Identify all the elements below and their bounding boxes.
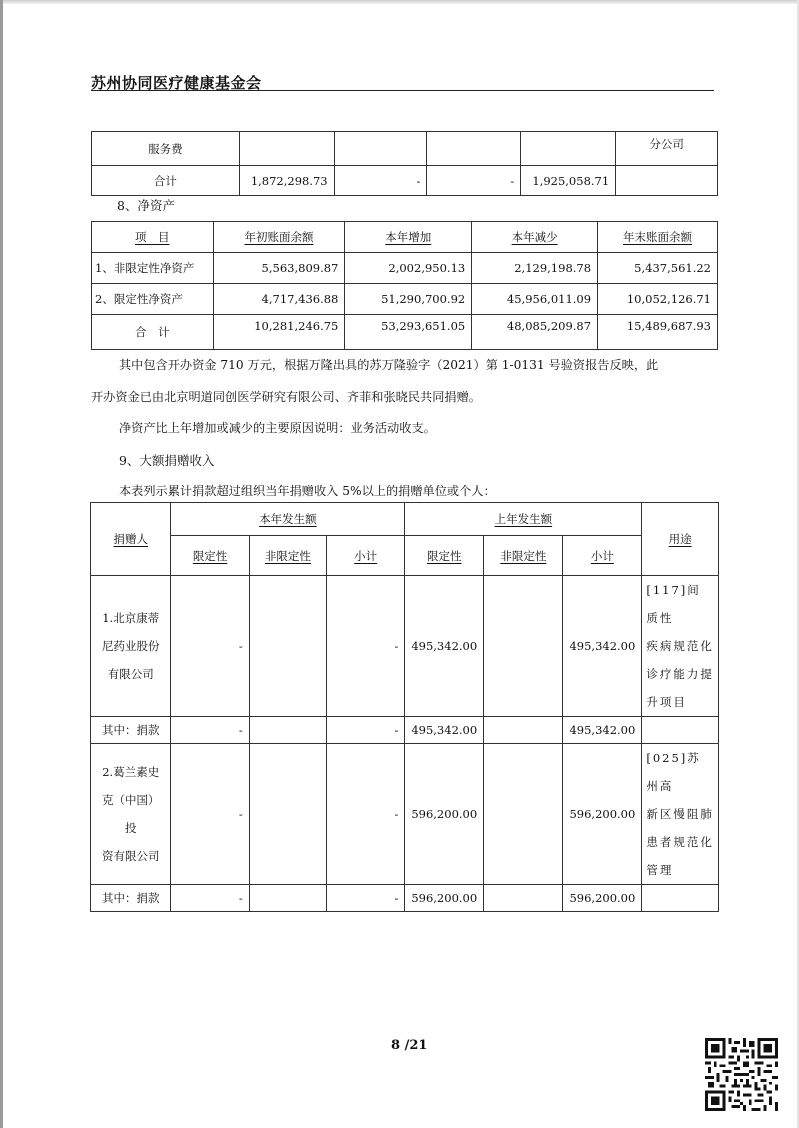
- table-cell-empty: [642, 717, 719, 744]
- page-frame-left: [0, 0, 3, 1128]
- table-cell: 2、限定性净资产: [92, 284, 214, 315]
- note-paragraph-line2: 开办资金已由北京明道同创医学研究有限公司、齐菲和张晓民共同捐赠。: [91, 390, 481, 404]
- table-cell: 1,872,298.73: [239, 166, 334, 196]
- table-header-row: [92, 222, 718, 253]
- table-cell: 5,437,561.22: [598, 253, 718, 284]
- table-cell: 596,200.00: [563, 744, 642, 885]
- table-cell: [334, 132, 427, 166]
- column-header-purpose: 用途: [668, 532, 692, 546]
- column-header-donor: 捐赠人: [113, 532, 148, 546]
- purpose-line: [025]苏州高: [646, 751, 701, 793]
- net-assets-table: [91, 221, 718, 350]
- column-subheader: 非限定性: [500, 548, 547, 563]
- header-rule: [91, 90, 714, 91]
- table-row-subtotal: [91, 717, 719, 744]
- table-cell: [239, 132, 334, 166]
- table-cell: 其中：捐款: [91, 885, 171, 912]
- table-cell: -: [171, 744, 249, 885]
- table-row: [92, 284, 718, 315]
- table-cell: -: [327, 885, 405, 912]
- table-cell: 合计: [92, 166, 240, 196]
- table-cell: 596,200.00: [405, 885, 484, 912]
- table-cell: 495,342.00: [405, 717, 484, 744]
- column-header: 年初账面余额: [244, 230, 314, 244]
- table-cell: [249, 576, 326, 717]
- purpose-line: 疾病规范化: [646, 639, 714, 653]
- donor-name-cell: [91, 576, 171, 717]
- table-cell: 15,489,687.93: [598, 315, 718, 350]
- table-row: [92, 166, 718, 196]
- table-cell: 596,200.00: [563, 885, 642, 912]
- column-header: 年末账面余额: [623, 230, 693, 244]
- column-subheader: 小计: [354, 548, 378, 563]
- table-cell: 分公司: [616, 132, 718, 166]
- table-subheader-row: [91, 536, 719, 576]
- table-cell: -: [171, 576, 249, 717]
- page-frame-top: [0, 0, 799, 4]
- table-cell: 服务费: [92, 132, 240, 166]
- page-number: 8 /21: [391, 1038, 428, 1053]
- donor-name-line: 1.北京康蒂: [102, 611, 160, 625]
- donor-name-line: 克（中国）投: [101, 793, 160, 835]
- table-cell: [484, 744, 563, 885]
- table-cell: 1、非限定性净资产: [92, 253, 214, 284]
- column-subheader: 小计: [590, 548, 614, 563]
- table-cell: [249, 717, 326, 744]
- purpose-line: 患者规范化: [646, 835, 714, 849]
- table-cell: [484, 717, 563, 744]
- column-header: 项 目: [135, 230, 170, 244]
- table-cell: 2,002,950.13: [345, 253, 472, 284]
- table-cell: -: [427, 166, 521, 196]
- table-cell: 其中：捐款: [91, 717, 171, 744]
- donor-name-line: 2.葛兰素史: [102, 765, 160, 779]
- table-cell: 495,342.00: [563, 576, 642, 717]
- table-cell: 596,200.00: [405, 744, 484, 885]
- column-subheader: 限定性: [192, 548, 228, 563]
- purpose-line: [117]间质性: [646, 583, 701, 625]
- purpose-cell: [642, 744, 719, 885]
- table-cell: [521, 132, 616, 166]
- column-header-current-year: 本年发生额: [259, 512, 317, 526]
- table-cell: [249, 744, 326, 885]
- purpose-cell: [642, 576, 719, 717]
- table-cell: -: [334, 166, 427, 196]
- table-cell: 5,563,809.87: [213, 253, 345, 284]
- table-cell: [484, 576, 563, 717]
- table-cell: 2,129,198.78: [472, 253, 598, 284]
- donor-name-line: 有限公司: [107, 667, 154, 681]
- column-header: 本年增加: [385, 230, 432, 244]
- table-row-donor: [91, 576, 719, 717]
- column-subheader: 限定性: [427, 548, 462, 563]
- table-header-row: [91, 503, 719, 536]
- table-cell: [616, 166, 718, 196]
- table-cell: [427, 132, 521, 166]
- table-cell: 53,293,651.05: [345, 315, 472, 350]
- service-fee-table: [91, 131, 718, 196]
- column-header: 本年减少: [511, 230, 558, 244]
- table-cell: -: [327, 717, 405, 744]
- table-cell: 51,290,700.92: [345, 284, 472, 315]
- table-cell: [484, 885, 563, 912]
- table-cell: 495,342.00: [563, 717, 642, 744]
- purpose-line: 新区慢阻肺: [646, 807, 714, 821]
- table-row: [92, 315, 718, 350]
- section9-intro: 本表列示累计捐款超过组织当年捐赠收入 5%以上的捐赠单位或个人：: [119, 484, 496, 498]
- table-cell: -: [171, 885, 249, 912]
- table-cell: 48,085,209.87: [472, 315, 598, 350]
- purpose-line: 管理: [646, 863, 674, 877]
- table-cell: -: [327, 744, 405, 885]
- table-cell: -: [171, 717, 249, 744]
- table-row-donor: [91, 744, 719, 885]
- note-paragraph-line1: 其中包含开办资金 710 万元，根据万隆出具的苏万隆验字（2021）第 1-0131 号验资报告反映，此: [119, 358, 659, 372]
- table-cell: 1,925,058.71: [521, 166, 616, 196]
- purpose-line: 诊疗能力提: [646, 667, 714, 681]
- header-title: 苏州协同医疗健康基金会: [91, 74, 262, 92]
- column-subheader: 非限定性: [264, 548, 311, 563]
- large-donations-table: [90, 502, 719, 912]
- table-row: [92, 253, 718, 284]
- qr-code-icon: [705, 1038, 778, 1111]
- donor-name-line: 资有限公司: [101, 849, 160, 863]
- table-cell: -: [327, 576, 405, 717]
- table-cell: 10,281,246.75: [213, 315, 345, 350]
- table-cell: 45,956,011.09: [472, 284, 598, 315]
- table-cell: [249, 885, 326, 912]
- table-cell: 合 计: [92, 315, 214, 350]
- section9-title: 9、大额捐赠收入: [119, 453, 215, 468]
- table-cell: 495,342.00: [405, 576, 484, 717]
- table-cell: 10,052,126.71: [598, 284, 718, 315]
- column-header-previous-year: 上年发生额: [494, 512, 553, 526]
- purpose-line: 升项目: [646, 695, 687, 709]
- donor-name-line: 尼药业股份: [101, 639, 160, 653]
- donor-name-cell: [91, 744, 171, 885]
- table-row-subtotal: [91, 885, 719, 912]
- reason-paragraph: 净资产比上年增加或减少的主要原因说明：业务活动收支。: [119, 421, 436, 435]
- section8-title: 8、净资产: [117, 198, 175, 213]
- table-cell-empty: [642, 885, 719, 912]
- table-row: [92, 132, 718, 166]
- table-cell: 4,717,436.88: [213, 284, 345, 315]
